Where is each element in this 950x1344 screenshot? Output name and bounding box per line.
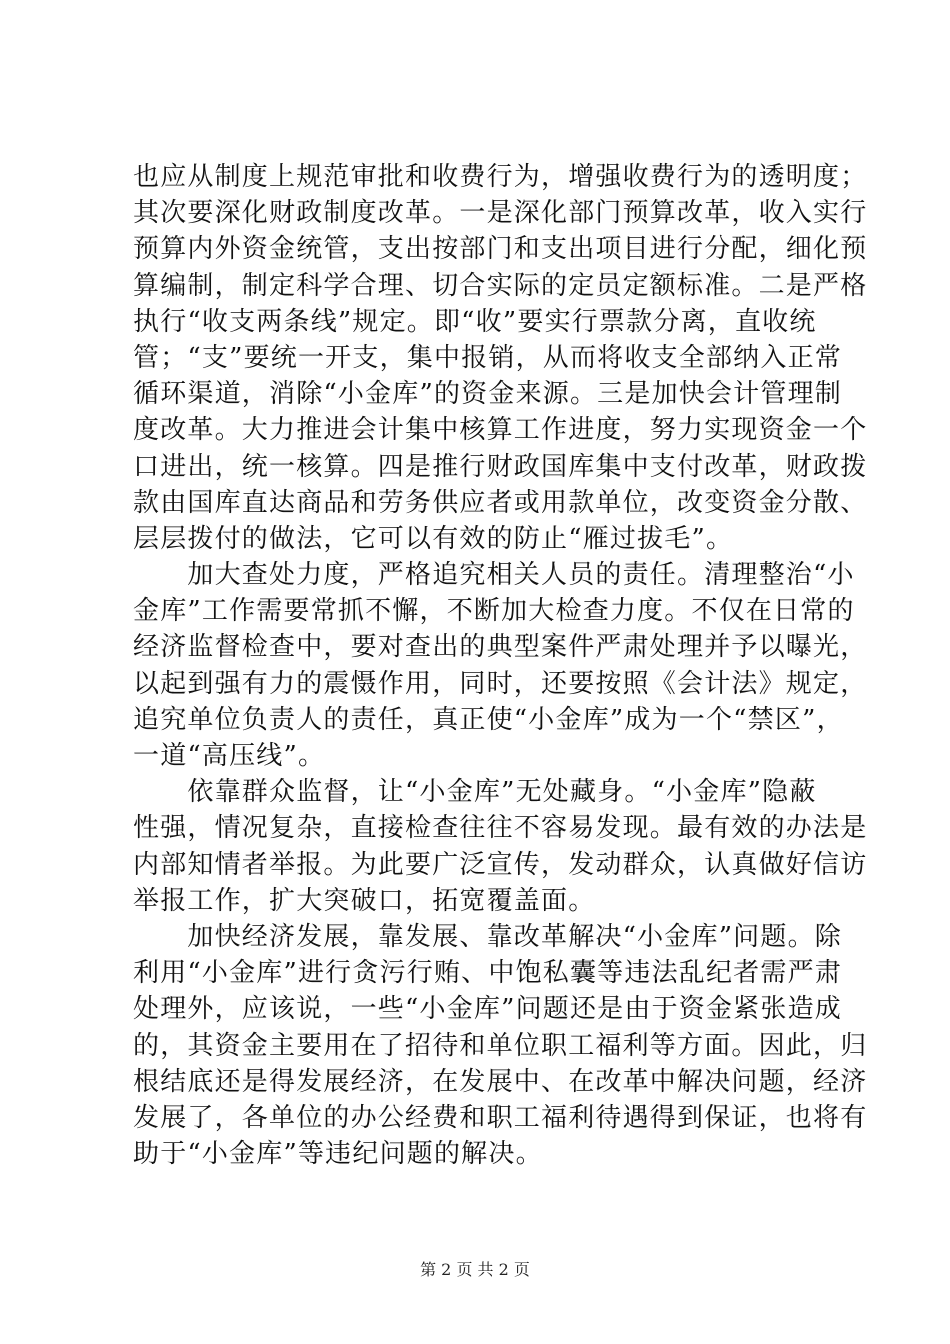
text-line: 以起到强有力的震慑作用，同时，还要按照《会计法》规定， — [133, 668, 868, 699]
text-line: 根结底还是得发展经济，在发展中、在改革中解决问题，经济 — [133, 1066, 868, 1097]
text-line: 金库”工作需要常抓不懈，不断加大检查力度。不仅在日常的 — [133, 596, 855, 627]
text-line: 口进出，统一核算。四是推行财政国库集中支付改革，财政拨 — [133, 451, 868, 482]
text-line: 其次要深化财政制度改革。一是深化部门预算改革，收入实行 — [133, 198, 868, 229]
text-line: 助于“小金库”等违纪问题的解决。 — [133, 1139, 543, 1170]
document-body — [133, 159, 868, 1172]
text-line: 也应从制度上规范审批和收费行为，增强收费行为的透明度； — [133, 162, 868, 192]
text-line: 管；“支”要统一开支，集中报销，从而将收支全部纳入正常 — [133, 342, 842, 373]
text-line: 度改革。大力推进会计集中核算工作进度，努力实现资金一个 — [133, 415, 868, 446]
text-line: 的，其资金主要用在了招待和单位职工福利等方面。因此，归 — [133, 1030, 868, 1061]
text-line: 经济监督检查中，要对查出的典型案件严肃处理并予以曝光， — [133, 632, 868, 663]
text-line: 处理外，应该说，一些“小金库”问题还是由于资金紧张造成 — [133, 994, 842, 1025]
text-line: 内部知情者举报。为此要广泛宣传，发动群众，认真做好信访 — [133, 849, 868, 880]
text-line: 层层拨付的做法，它可以有效的防止“雁过拔毛”。 — [133, 523, 734, 554]
text-line: 一道“高压线”。 — [133, 741, 326, 771]
text-line: 发展了，各单位的办公经费和职工福利待遇得到保证，也将有 — [133, 1102, 868, 1133]
paragraph-start-line: 加快经济发展，靠发展、靠改革解决“小金库”问题。除 — [133, 921, 842, 952]
text-line: 执行“收支两条线”规定。即“收”要实行票款分离，直收统 — [133, 306, 817, 337]
text-line: 性强，情况复杂，直接检查往往不容易发现。最有效的办法是 — [133, 813, 868, 844]
page-number-footer: 第 2 页 共 2 页 — [420, 1260, 530, 1279]
text-line: 预算内外资金统管，支出按部门和支出项目进行分配，细化预 — [133, 234, 868, 265]
text-line: 循环渠道，消除“小金库”的资金来源。三是加快会计管理制 — [133, 379, 842, 410]
text-line: 利用“小金库”进行贪污行贿、中饱私囊等违法乱纪者需严肃 — [133, 958, 842, 989]
text-line: 款由国库直达商品和劳务供应者或用款单位，改变资金分散、 — [133, 487, 868, 518]
paragraph-start-line: 加大查处力度，严格追究相关人员的责任。清理整治“小 — [133, 560, 855, 591]
text-line: 举报工作，扩大突破口，拓宽覆盖面。 — [133, 885, 596, 916]
paragraph-start-line: 依靠群众监督，让“小金库”无处藏身。“小金库”隐蔽 — [133, 777, 817, 808]
text-line: 算编制，制定科学合理、切合实际的定员定额标准。二是严格 — [133, 270, 868, 301]
text-line: 追究单位负责人的责任，真正使“小金库”成为一个“禁区”， — [133, 704, 844, 735]
